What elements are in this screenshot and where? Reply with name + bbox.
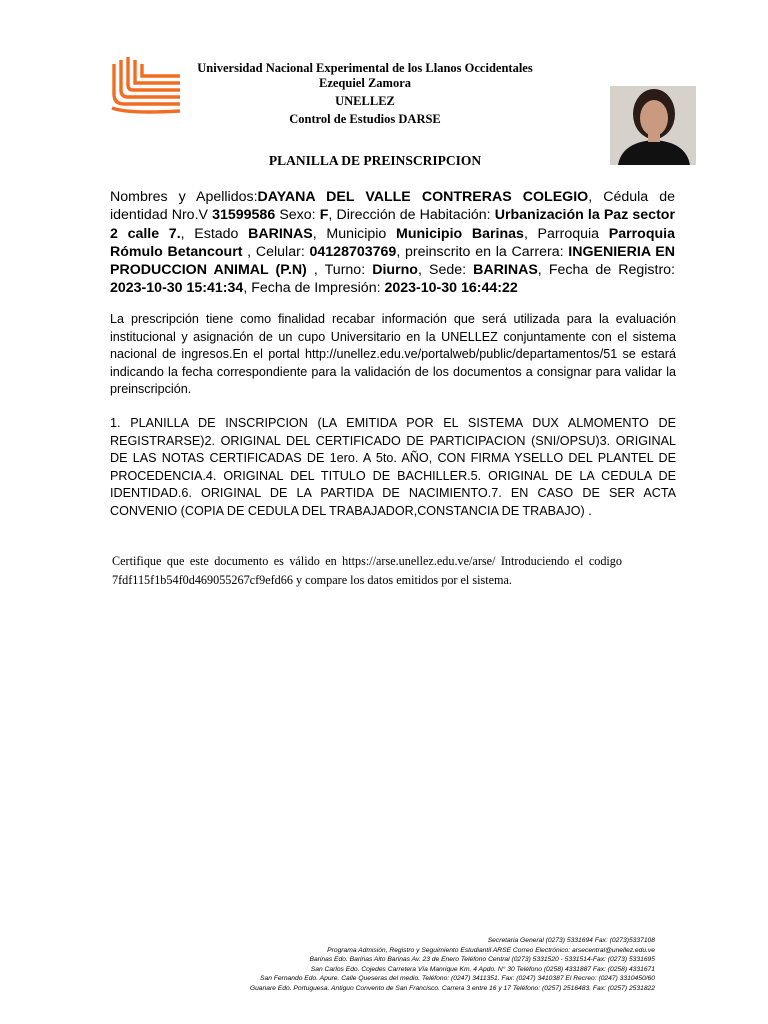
career-label: , preinscrito en la Carrera: <box>396 243 569 260</box>
registration-date-label: , Fecha de Registro: <box>537 262 675 279</box>
institution-header <box>180 61 550 127</box>
footer-line: Guanare Edo. Portuguesa. Antiguo Convento de San Francisco. Carrera 3 entre 16 y 17 Teléfono: (0257) 2516483. Fax: (0257) 2531822 <box>249 984 655 992</box>
shift-value: Diurno <box>372 262 418 279</box>
address-label: , Dirección de Habitación: <box>328 207 495 224</box>
sex-value: F <box>319 207 329 224</box>
career-value: INGENIERIA EN PRODUCCION ANIMAL (P.N) <box>110 243 675 279</box>
certification-paragraph: Certifique que este documento es válido en https://arse.unellez.edu.ve/arse/ Introduciendo el codigo 7fdf115f1b54f0d469055267cf9efd66 y compare los datos emitidos por el sistema. <box>112 554 622 587</box>
parish-value: Parroquia Rómulo Betancourt <box>110 225 675 260</box>
id-label: , Cédula de identidad Nro.V <box>110 189 675 224</box>
footer-line: Secretaria General (0273) 5331694 Fax: (0273)5337108 <box>487 937 655 944</box>
municipality-label: , Municipio <box>312 225 396 242</box>
university-name-line2: Ezequiel Zamora <box>318 76 411 90</box>
address-value: Urbanización la Paz sector 2 calle 7. <box>110 207 675 242</box>
id-number: 31599586 <box>212 207 276 224</box>
state-value: BARINAS <box>248 225 313 242</box>
footer-line: San Carlos Edo. Cojedes Carretera Vía Manrique Km. 4 Apdo. N° 30 Teléfono (0258) 4331887 Fax: (0258) 4331671 <box>310 965 655 973</box>
footer-line: San Fernando Edo. Apure. Calle Queseras del medio. Teléfono: (0247) 3411351. Fax: (0247) 3410387 El Recreo: (0247) 3310450/60 <box>260 975 655 983</box>
person-portrait-icon <box>610 86 696 165</box>
purpose-paragraph: La prescripción tiene como finalidad recabar información que será utilizada para la evaluación institucional y asignación de un cupo Universitario en la UNELLEZ conjuntamente con el sistema nacional de ingresos.En el portal http://unellez.edu.ve/portalweb/public/departamentos/51 se estará indicando la fecha correspondiente para la validación de los documentos a consignar para validar la preinscripción. <box>110 312 676 396</box>
shift-label: , Turno: <box>306 262 373 279</box>
state-label: , Estado <box>180 225 249 242</box>
print-date-value: 2023-10-30 16:44:22 <box>384 280 518 297</box>
footer-contact-info <box>95 936 655 994</box>
footer-line: Programa Admisión, Registro y Seguimiento Estudiantil ARSE Correo Electrónico: arsecentral@unellez.edu.ve <box>327 946 655 954</box>
phone-label: , Celular: <box>242 243 310 260</box>
print-date-label: , Fecha de Impresión: <box>243 280 385 297</box>
names-label: Nombres y Apellidos: <box>110 189 258 205</box>
student-info-paragraph <box>110 188 675 298</box>
student-photo <box>610 86 696 165</box>
registration-date-value: 2023-10-30 15:41:34 <box>110 280 244 297</box>
sex-label: Sexo: <box>275 207 320 224</box>
student-names: DAYANA DEL VALLE CONTRERAS COLEGIO <box>257 189 589 205</box>
municipality-value: Municipio Barinas <box>396 225 524 242</box>
university-name-line1: Universidad Nacional Experimental de los Llanos Occidentales <box>197 61 533 75</box>
site-value: BARINAS <box>473 262 538 279</box>
site-label: , Sede: <box>417 262 474 279</box>
parish-label: , Parroquia <box>523 225 609 242</box>
document-title: PLANILLA DE PREINSCRIPCION <box>268 153 482 168</box>
unellez-logo <box>108 54 184 116</box>
department-name: Control de Estudios DARSE <box>289 112 441 126</box>
university-acronym: UNELLEZ <box>335 94 395 108</box>
phone-value: 04128703769 <box>309 243 397 260</box>
requirements-paragraph: 1. PLANILLA DE INSCRIPCION (LA EMITIDA POR EL SISTEMA DUX ALMOMENTO DE REGISTRARSE)2. ORIGINAL DEL CERTIFICADO DE PARTICIPACION (SNI/OPSU)3. ORIGINAL DE LAS NOTAS CERTIFICADAS DE 1ero. A 5to. AÑO, CON FIRMA YSELLO DEL PLANTEL DE PROCEDENCIA.4. ORIGINAL DEL TITULO DE BACHILLER.5. ORIGINAL DE LA CEDULA DE IDENTIDAD.6. ORIGINAL DE LA PARTIDA DE NACIMIENTO.7. EN CASO DE SER ACTA CONVENIO (COPIA DE CEDULA DEL TRABAJADOR,CONSTANCIA DE TRABAJO) . <box>110 416 676 518</box>
footer-line: Barinas Edo. Barinas Alto Barinas Av. 23 de Enero Teléfono Central (0273) 5331520 - 5331514-Fax: (0273) 5331695 <box>309 956 655 964</box>
